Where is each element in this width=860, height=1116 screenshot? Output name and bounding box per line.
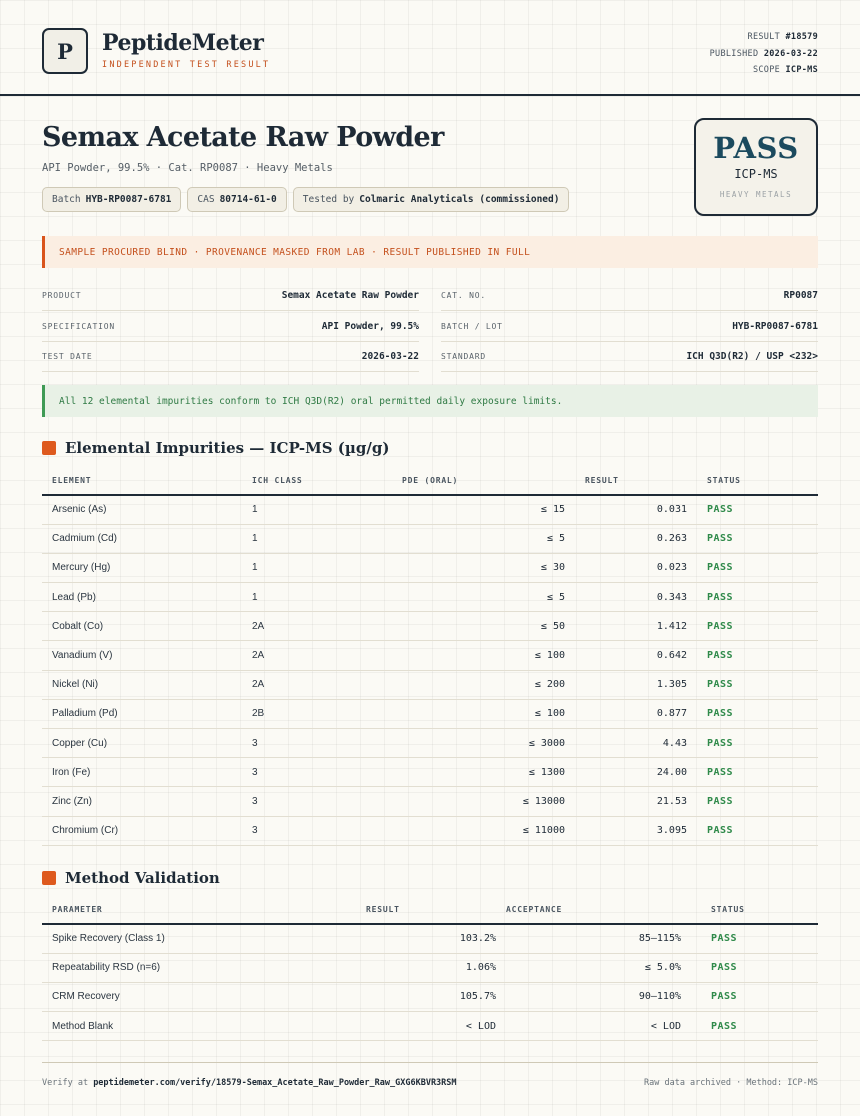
element-name: Palladium (Pd) [42,699,242,728]
col-pde: PDE (ORAL) [362,467,575,495]
pde-limit: ≤ 100 [362,699,575,728]
status-badge: PASS [697,495,818,524]
pde-limit: ≤ 50 [362,612,575,641]
status-badge: PASS [691,982,818,1011]
acceptance-range: 90–110% [506,982,691,1011]
conformance-banner: All 12 elemental impurities conform to ICH Q3D(R2) oral permitted daily exposure limits. [42,385,818,417]
acceptance-range: ≤ 5.0% [506,953,691,982]
product-title: Semax Acetate Raw Powder [42,122,444,153]
verify-text: Verify at peptidemeter.com/verify/18579-Semax_Acetate_Raw_Powder_Raw_GXG6KBVR3RSM [42,1077,457,1088]
result-value: 0.877 [575,699,697,728]
batch-chip: Batch HYB-RP0087-6781 [42,187,181,212]
col-element: ELEMENT [42,467,242,495]
status-badge: PASS [697,787,818,816]
result-value: 1.412 [575,612,697,641]
pde-limit: ≤ 3000 [362,729,575,758]
element-name: Arsenic (As) [42,495,242,524]
col-result: RESULT [575,467,697,495]
ich-class: 1 [242,495,362,524]
page-header [0,0,860,96]
parameter-name: CRM Recovery [42,982,366,1011]
col-status: STATUS [691,896,818,924]
footer-note: Raw data archived · Method: ICP-MS [644,1077,818,1088]
status-badge: PASS [697,816,818,845]
col-status: STATUS [697,467,818,495]
ich-class: 1 [242,524,362,553]
ich-class: 2A [242,641,362,670]
element-name: Iron (Fe) [42,758,242,787]
ich-class: 1 [242,553,362,582]
info-product: PRODUCT Semax Acetate Raw Powder [42,281,419,311]
product-subtitle: API Powder, 99.5% · Cat. RP0087 · Heavy Metals [42,162,333,174]
pde-limit: ≤ 13000 [362,787,575,816]
validation-table [42,896,818,1041]
result-value: 0.023 [575,553,697,582]
result-value: 103.2% [366,924,506,953]
ich-class: 3 [242,816,362,845]
info-test-date: TEST DATE 2026-03-22 [42,342,419,372]
status-badge: PASS [697,729,818,758]
status-badge: PASS [697,758,818,787]
table-row [42,729,818,758]
element-name: Nickel (Ni) [42,670,242,699]
result-value: 0.343 [575,583,697,612]
pde-limit: ≤ 5 [362,524,575,553]
table-row [42,924,818,953]
parameter-name: Repeatability RSD (n=6) [42,953,366,982]
ich-class: 2A [242,670,362,699]
scope: SCOPE ICP-MS [752,65,818,75]
element-name: Lead (Pb) [42,583,242,612]
table-row [42,670,818,699]
logo-icon: P [42,28,88,74]
impurities-heading: Elemental Impurities — ICP-MS (µg/g) [42,439,389,457]
verdict-category: HEAVY METALS [719,190,793,199]
element-name: Cobalt (Co) [42,612,242,641]
product-chips [42,187,569,212]
table-row [42,641,818,670]
status-badge: PASS [697,612,818,641]
brand-name: PeptideMeter [102,30,264,56]
verify-link[interactable]: peptidemeter.com/verify/18579-Semax_Acetate_Raw_Powder_Raw_GXG6KBVR3RSM [93,1077,457,1088]
table-header-row [42,896,818,924]
table-header-row [42,467,818,495]
result-value: 3.095 [575,816,697,845]
pde-limit: ≤ 11000 [362,816,575,845]
status-badge: PASS [697,670,818,699]
verdict-word: PASS [713,131,799,165]
ich-class: 2B [242,699,362,728]
element-name: Zinc (Zn) [42,787,242,816]
cas-chip: CAS 80714-61-0 [187,187,286,212]
result-value: 1.06% [366,953,506,982]
result-value: 24.00 [575,758,697,787]
result-value: 0.642 [575,641,697,670]
table-row [42,699,818,728]
verdict-method: ICP-MS [734,167,778,181]
table-row [42,1012,818,1041]
pde-limit: ≤ 100 [362,641,575,670]
ich-class: 3 [242,758,362,787]
status-badge: PASS [697,641,818,670]
result-value: 0.031 [575,495,697,524]
table-row [42,953,818,982]
blind-sample-notice: SAMPLE PROCURED BLIND · PROVENANCE MASKED FROM LAB · RESULT PUBLISHED IN FULL [42,236,818,268]
status-badge: PASS [691,1012,818,1041]
result-value: < LOD [366,1012,506,1041]
ich-class: 2A [242,612,362,641]
col-parameter: PARAMETER [42,896,366,924]
tested-by-chip: Tested by Colmaric Analyticals (commissioned) [293,187,570,212]
result-number: RESULT #18579 [747,32,818,42]
table-row [42,524,818,553]
result-value: 1.305 [575,670,697,699]
ich-class: 1 [242,583,362,612]
col-acceptance: ACCEPTANCE [506,896,691,924]
result-value: 0.263 [575,524,697,553]
impurities-table [42,467,818,846]
result-value: 4.43 [575,729,697,758]
result-meta [710,29,818,79]
element-name: Mercury (Hg) [42,553,242,582]
verdict-stamp [694,118,818,216]
brand-tagline: INDEPENDENT TEST RESULT [102,60,271,70]
col-ich-class: ICH CLASS [242,467,362,495]
element-name: Chromium (Cr) [42,816,242,845]
status-badge: PASS [697,524,818,553]
ich-class: 3 [242,729,362,758]
info-specification: SPECIFICATION API Powder, 99.5% [42,312,419,342]
status-badge: PASS [697,699,818,728]
section-marker-icon [42,441,56,455]
status-badge: PASS [697,553,818,582]
table-row [42,495,818,524]
table-row [42,816,818,845]
parameter-name: Method Blank [42,1012,366,1041]
pde-limit: ≤ 200 [362,670,575,699]
element-name: Cadmium (Cd) [42,524,242,553]
pde-limit: ≤ 1300 [362,758,575,787]
table-row [42,583,818,612]
info-catno: CAT. NO. RP0087 [441,281,818,311]
info-batch: BATCH / LOT HYB-RP0087-6781 [441,312,818,342]
table-row [42,612,818,641]
col-result: RESULT [366,896,506,924]
page-footer [42,1062,818,1102]
table-row [42,982,818,1011]
acceptance-range: < LOD [506,1012,691,1041]
status-badge: PASS [691,953,818,982]
validation-heading: Method Validation [42,869,220,887]
section-marker-icon [42,871,56,885]
parameter-name: Spike Recovery (Class 1) [42,924,366,953]
acceptance-range: 85–115% [506,924,691,953]
table-row [42,787,818,816]
pde-limit: ≤ 5 [362,583,575,612]
result-value: 21.53 [575,787,697,816]
status-badge: PASS [691,924,818,953]
ich-class: 3 [242,787,362,816]
table-row [42,553,818,582]
published-date: PUBLISHED 2026-03-22 [709,48,818,59]
result-value: 105.7% [366,982,506,1011]
pde-limit: ≤ 15 [362,495,575,524]
status-badge: PASS [697,583,818,612]
table-row [42,758,818,787]
element-name: Copper (Cu) [42,729,242,758]
info-standard: STANDARD ICH Q3D(R2) / USP <232> [441,342,818,372]
pde-limit: ≤ 30 [362,553,575,582]
element-name: Vanadium (V) [42,641,242,670]
